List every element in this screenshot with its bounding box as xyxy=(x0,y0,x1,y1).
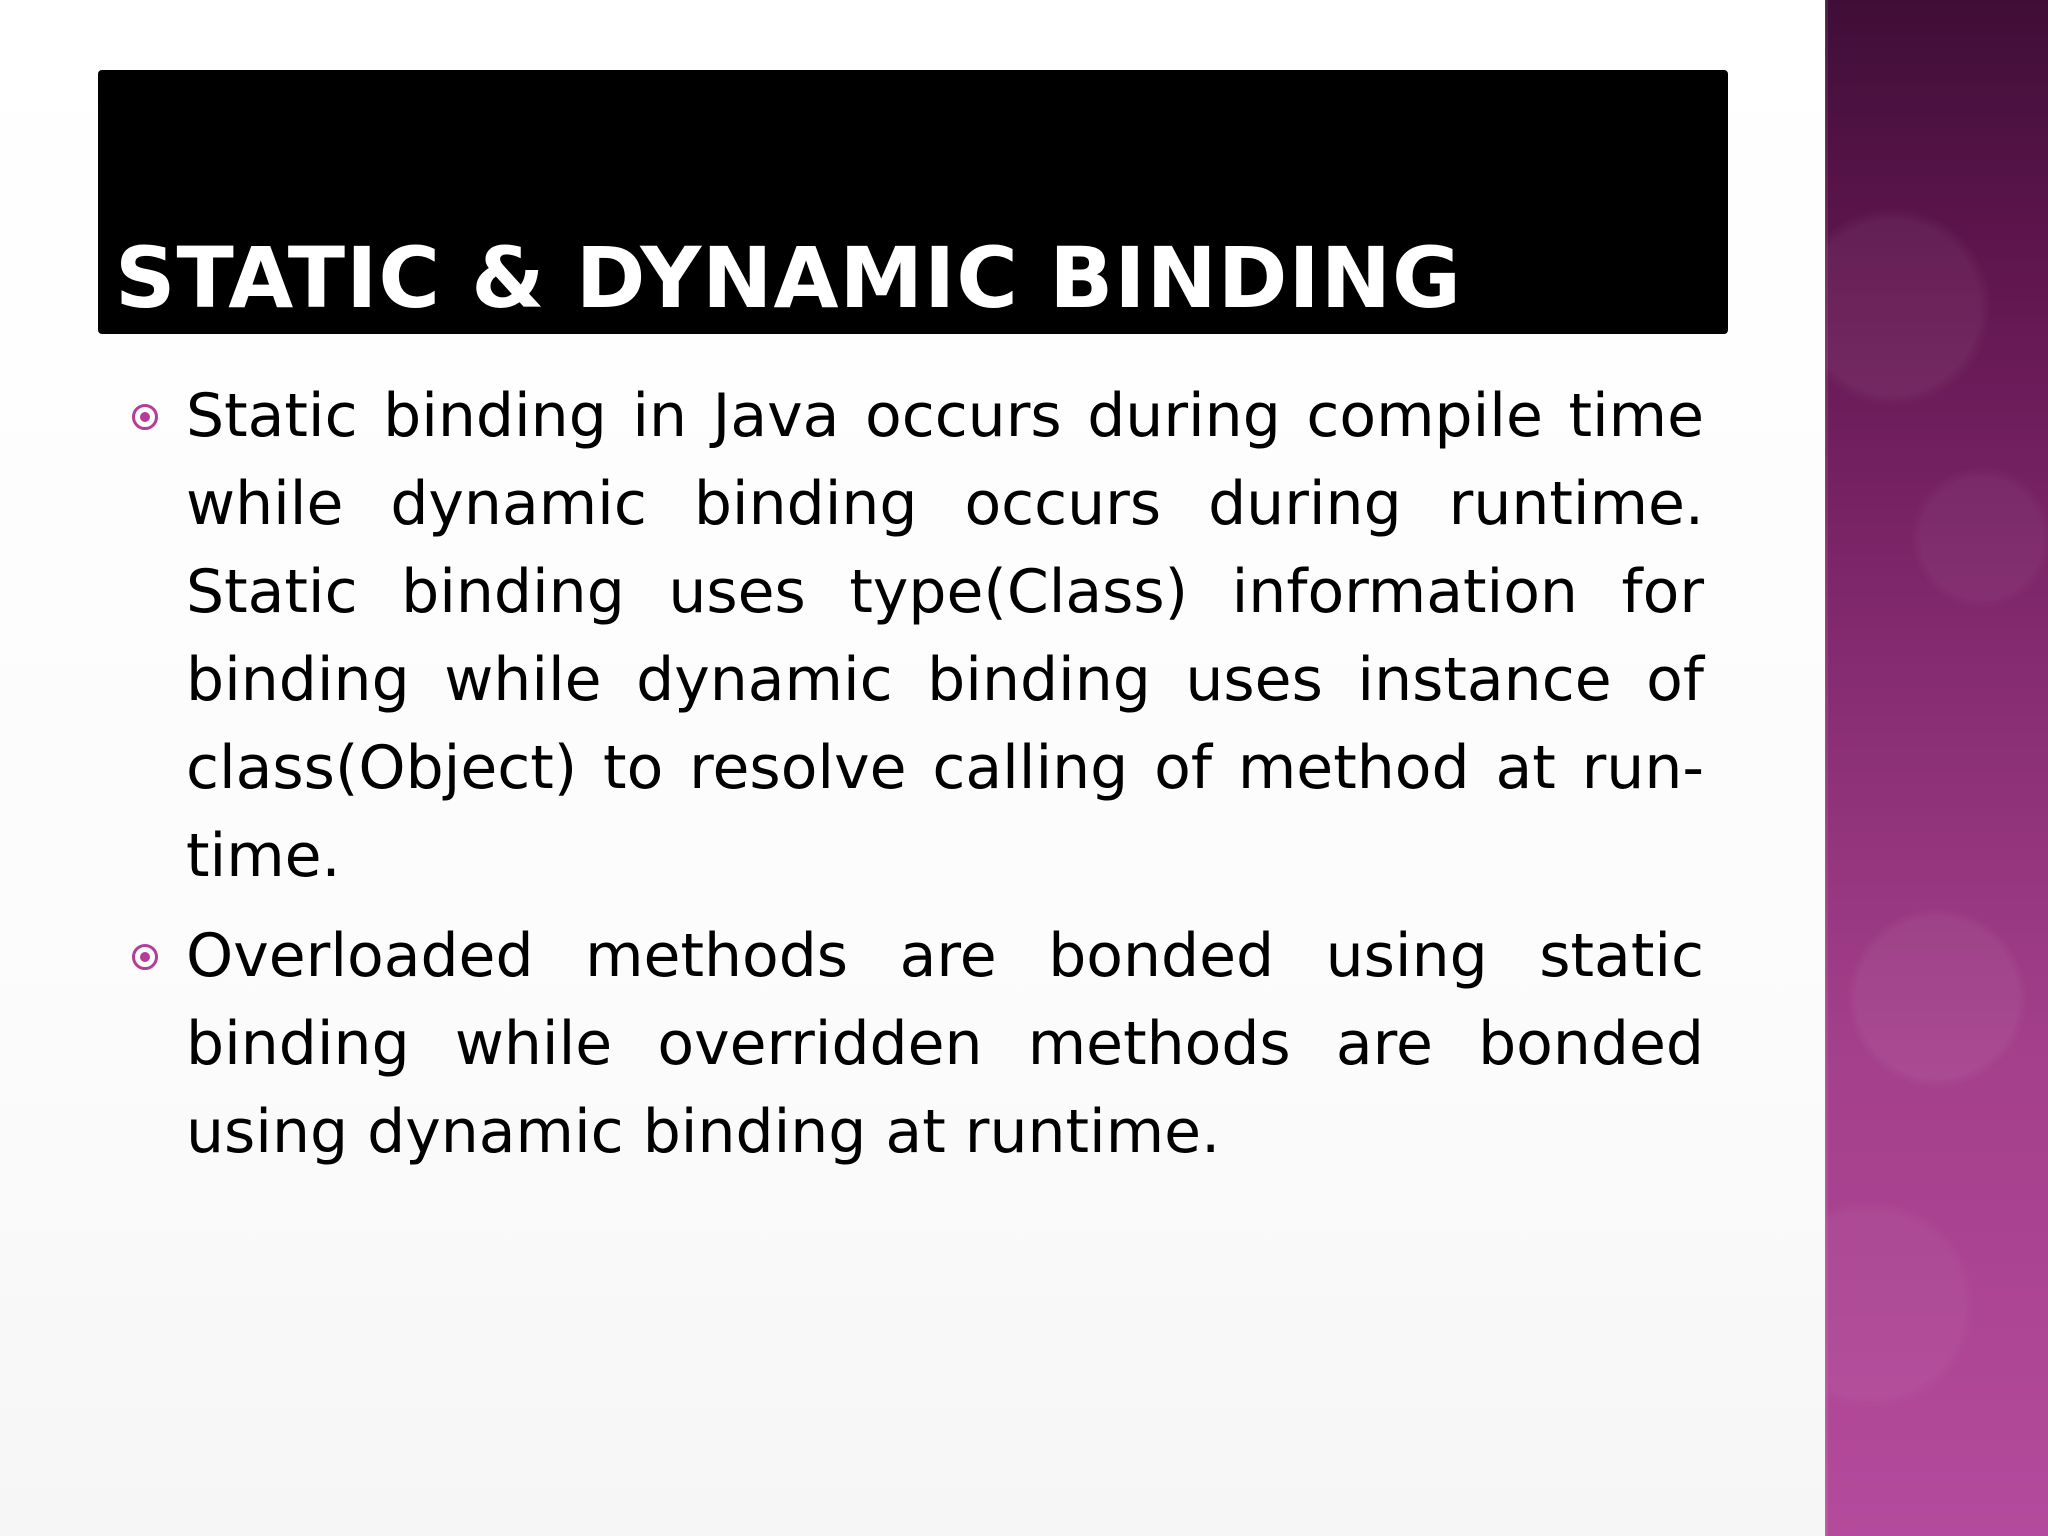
circle-bullet-icon xyxy=(132,404,158,430)
slide-title: STATIC & DYNAMIC BINDING xyxy=(115,229,1462,327)
bullet-text: Static binding in Java occurs during compile time while dynamic binding occurs during runtime. Static binding uses type(Class) information for binding while dynamic binding uses instance of class(Object) to resolve calling of method at run-time. xyxy=(186,381,1704,891)
decorative-side-band xyxy=(1825,0,2048,1536)
bullet-item-overloaded-methods xyxy=(132,912,1704,1176)
bullet-text: Overloaded methods are bonded using static binding while overridden methods are bonded using dynamic binding at runtime. xyxy=(186,921,1704,1167)
circle-bullet-icon xyxy=(132,944,158,970)
bullet-list xyxy=(132,372,1704,1188)
title-bar xyxy=(98,70,1728,334)
bullet-item-static-binding xyxy=(132,372,1704,900)
